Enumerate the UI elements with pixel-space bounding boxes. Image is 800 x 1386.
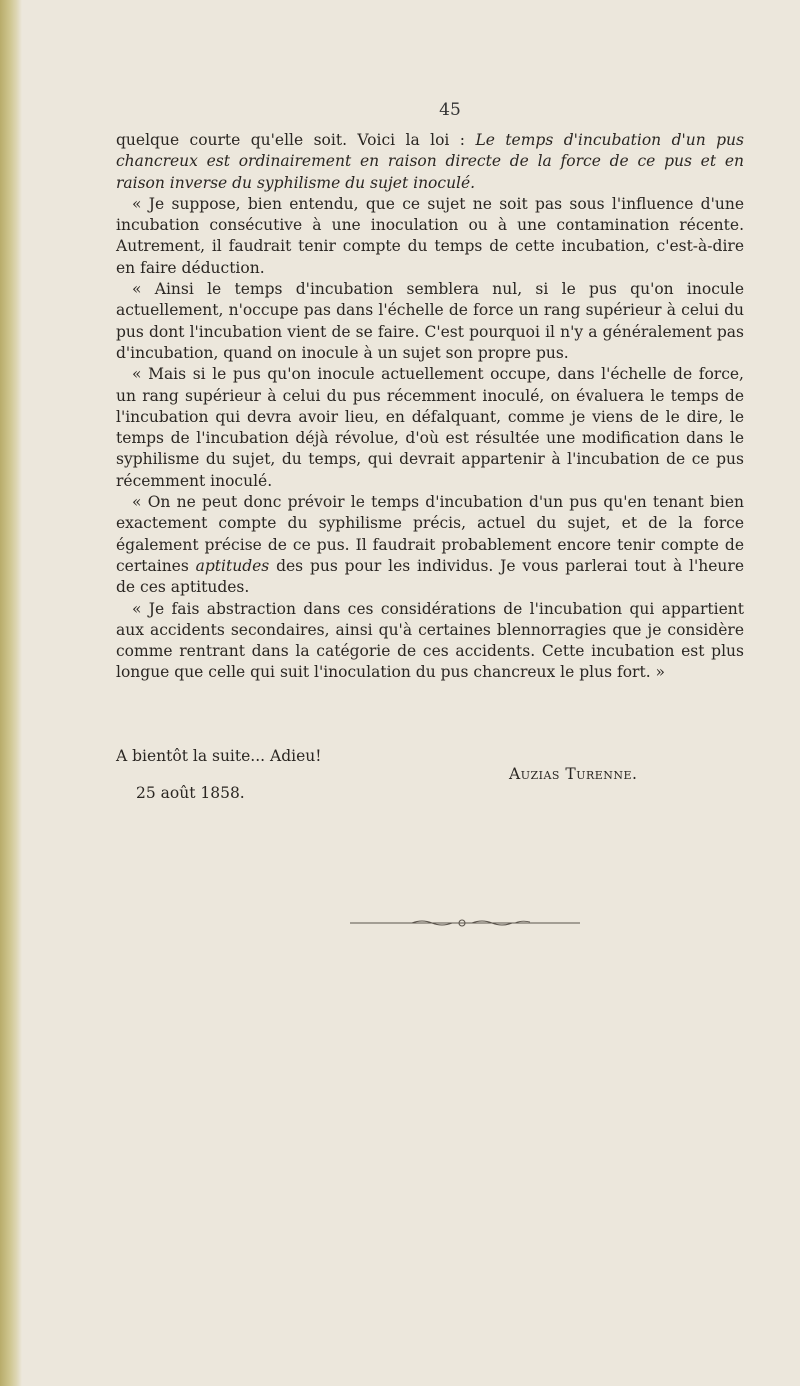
text-run: des pus pour les individus. Je vous parlerai tout à l'heure de ces aptitudes. [116, 556, 744, 597]
text-run: « On ne peut donc prévoir le temps d'incubation d'un pus qu'en tenant bien exactement compte du syphilisme précis, actuel du sujet, et de la force également précise de ce pus. Il faudrait probablement encore tenir compte de certaines [116, 493, 744, 575]
italic-text: Le temps d'incubation d'un pus chancreux est ordinairement en raison directe de la force de ce pus et en raison inverse du syphilisme du sujet inoculé. [116, 131, 744, 192]
text-run: « Je fais abstraction dans ces considérations de l'incubation qui appartient aux accidents secondaires, ainsi qu'à certaines blennorragies que je considère comme rentrant dans la catégorie de ces accidents. Cette incubation est plus longue que celle qui suit l'inoculation du pus chancreux le plus fort. » [116, 599, 744, 682]
ornamental-divider-icon [350, 918, 580, 928]
paragraph [116, 130, 744, 194]
paragraph [116, 194, 744, 279]
farewell-line: A bientôt la suite... Adieu! [116, 747, 322, 765]
text-run: « Je suppose, bien entendu, que ce sujet ne soit pas sous l'influence d'une incubation consécutive à une inoculation ou à une contamination récente. Autrement, il faudrait tenir compte du temps de cette incubation, c'est-à-dire en faire déduction. [116, 194, 744, 277]
italic-text: aptitudes [195, 556, 270, 575]
paragraph [116, 599, 744, 684]
body-text [116, 130, 744, 684]
paragraph [116, 279, 744, 364]
paragraph [116, 364, 744, 492]
letter-date: 25 août 1858. [136, 784, 245, 802]
text-run: « Mais si le pus qu'on inocule actuellement occupe, dans l'échelle de force, un rang supérieur à celui du pus récemment inoculé, on évaluera le temps de l'incubation qui devra avoir lieu, en défalquant, comme je viens de le dire, le temps de l'incubation déjà révolue, d'où est résultée une modification dans le syphilisme du sujet, du temps, qui devrait appartenir à l'incubation de ce pus récemment inoculé. [116, 365, 744, 490]
page-number: 45 [439, 100, 461, 120]
paragraph [116, 492, 744, 598]
text-run: « Ainsi le temps d'incubation semblera nul, si le pus qu'on inocule actuellement, n'occupe pas dans l'échelle de force un rang supérieur à celui du pus dont l'incubation vient de se faire. C'est pourquoi il n'y a généralement pas d'incubation, quand on inocule à un sujet son propre pus. [116, 280, 744, 362]
text-run: quelque courte qu'elle soit. Voici la loi : [116, 131, 476, 149]
author-signature: Auzias Turenne. [509, 765, 638, 783]
